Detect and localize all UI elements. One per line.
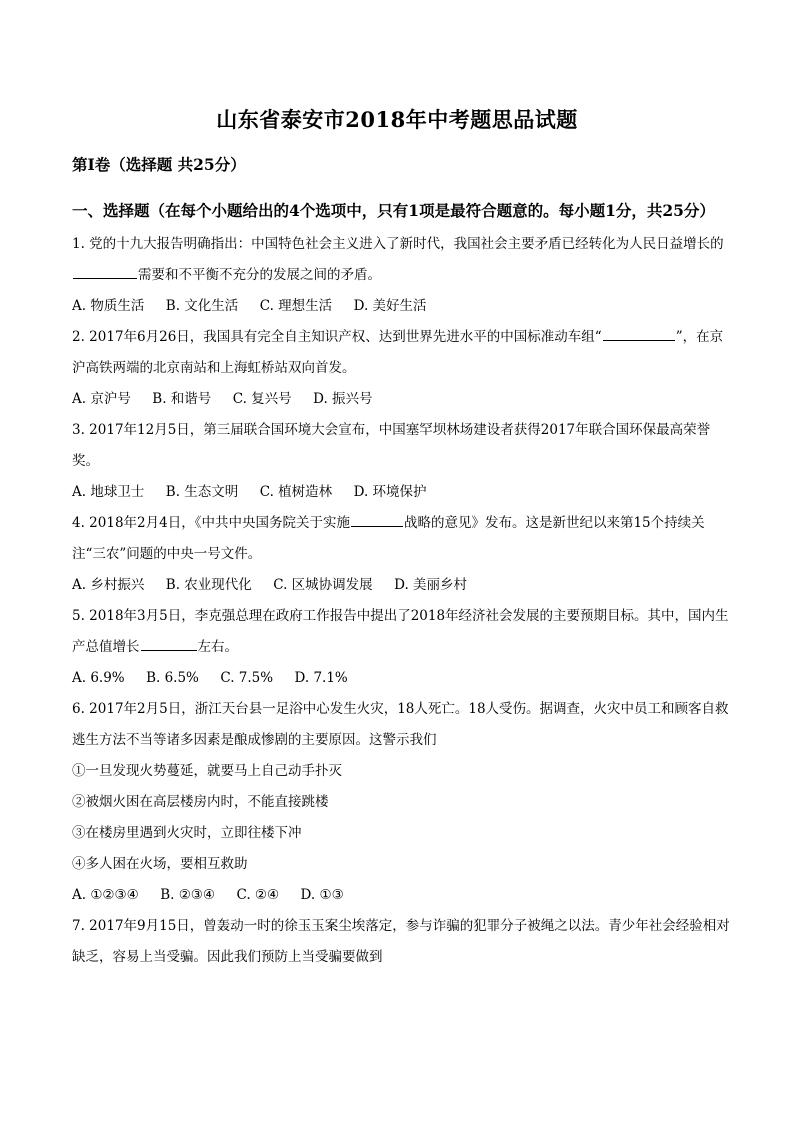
question-4-options: A. 乡村振兴 B. 农业现代化 C. 区城协调发展 D. 美丽乡村: [72, 577, 468, 593]
answer-blank: [141, 649, 197, 651]
question-6: 6. 2017年2月5日，浙江天台县一足浴中心发生火灾，18人死亡。18人受伤。据调查，火灾中员工和顾客自救逃生方法不当等诸多因素是酿成惨剧的主要原因。这警示我们: [72, 701, 729, 748]
question-4: 4. 2018年2月4日，《中共中央国务院关于实施 战略的意见》发布。这是新世纪以来第15个持续关注“三农”问题的中央一号文件。: [72, 515, 705, 562]
question-6-item: ③在楼房里遇到火灾时，立即往楼下冲: [72, 825, 302, 841]
question-2-options: A. 京沪号 B. 和谐号 C. 复兴号 D. 振兴号: [72, 391, 373, 407]
question-6-item: ②被烟火困在高层楼房内时，不能直接跳楼: [72, 794, 329, 810]
question-3: 3. 2017年12月5日，第三届联合国环境大会宣布，中国塞罕坝林场建设者获得2017年联合国环保最高荣誉奖。: [72, 422, 711, 469]
answer-blank: [73, 277, 137, 279]
question-5-options: A. 6.9% B. 6.5% C. 7.5% D. 7.1%: [72, 670, 348, 686]
section-heading: 第Ⅰ卷（选择题 共25分）: [72, 155, 246, 174]
question-6-item: ①一旦发现火势蔓延，就要马上自己动手扑灭: [72, 763, 342, 779]
answer-blank: [603, 339, 675, 341]
question-5: 5. 2018年3月5日，李克强总理在政府工作报告中提出了2018年经济社会发展的主要预期目标。其中，国内生产总值增长 左右。: [72, 608, 729, 655]
answer-blank: [351, 525, 403, 527]
page-title: 山东省泰安市2018年中考题思品试题: [216, 107, 578, 132]
exam-body: [72, 152, 732, 973]
question-1-options: A. 物质生活 B. 文化生活 C. 理想生活 D. 美好生活: [72, 298, 427, 314]
question-7: 7. 2017年9月15日，曾轰动一时的徐玉玉案尘埃落定，参与诈骗的犯罪分子被绳之以法。青少年社会经验相对缺乏，容易上当受骗。因此我们预防上当受骗要做到: [72, 918, 730, 965]
question-3-options: A. 地球卫士 B. 生态文明 C. 植树造林 D. 环境保护: [72, 484, 427, 500]
question-6-options: A. ①②③④ B. ②③④ C. ②④ D. ①③: [72, 887, 344, 903]
question-6-item: ④多人困在火场，要相互救助: [72, 856, 248, 872]
section-instructions: 一、选择题（在每个小题给出的4个选项中，只有1项是最符合题意的。每小题1分，共25分）: [72, 201, 715, 220]
question-2: 2. 2017年6月26日，我国具有完全自主知识产权、达到世界先进水平的中国标准动车组“ ”，在京沪高铁两端的北京南站和上海虹桥站双向首发。: [72, 329, 724, 376]
question-1: 1. 党的十九大报告明确指出：中国特色社会主义进入了新时代，我国社会主要矛盾已经转化为人民日益增长的需要和不平衡不充分的发展之间的矛盾。: [72, 236, 724, 283]
